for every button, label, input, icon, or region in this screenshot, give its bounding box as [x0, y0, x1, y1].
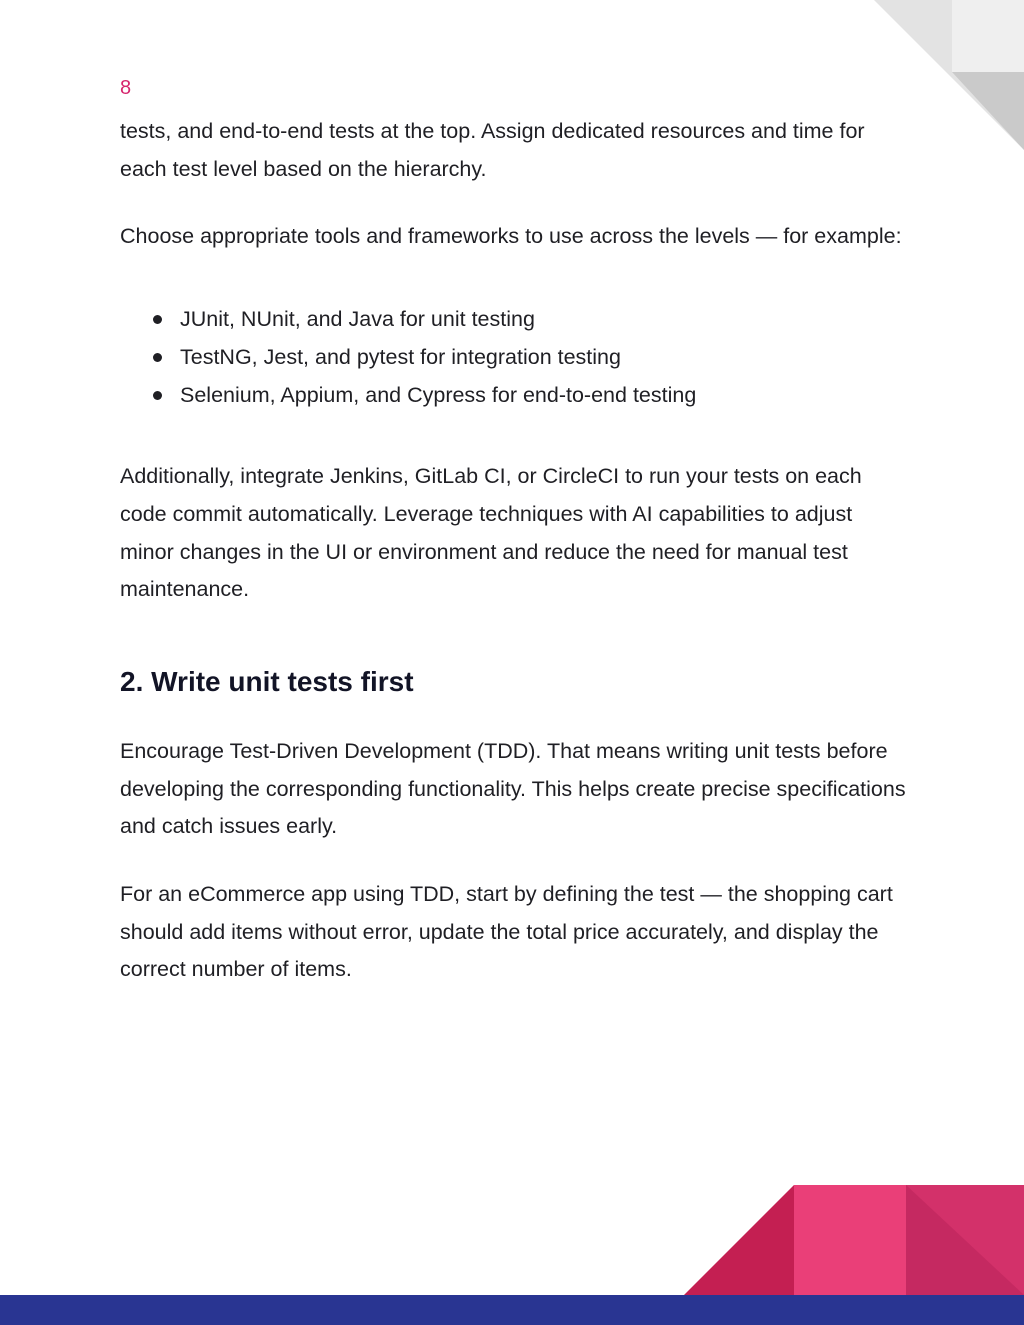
footer-bar: [0, 1295, 1024, 1325]
list-item-text: TestNG, Jest, and pytest for integration testing: [180, 345, 621, 370]
bullet-icon: [153, 315, 162, 324]
tools-list: [120, 300, 910, 414]
list-item-text: JUnit, NUnit, and Java for unit testing: [180, 307, 535, 332]
paragraph-test-hierarchy: tests, and end-to-end tests at the top. Assign dedicated resources and time for each test level based on the hierarchy.: [120, 119, 865, 181]
paragraph-ci-integration: Additionally, integrate Jenkins, GitLab CI, or CircleCI to run your tests on each code commit automatically. Leverage techniques with AI capabilities to adjust minor changes in the UI or environment and reduce the need for manual test maintenance.: [120, 464, 862, 602]
list-item: [120, 376, 910, 414]
list-item: [120, 300, 910, 338]
corner-decoration-bottom: [684, 1185, 1024, 1295]
bullet-icon: [153, 391, 162, 400]
list-item-text: Selenium, Appium, and Cypress for end-to-end testing: [180, 383, 697, 408]
page-number: 8: [120, 77, 132, 99]
document-body: [120, 113, 910, 989]
section-heading: 2. Write unit tests first: [120, 665, 414, 697]
paragraph-ecommerce-example: For an eCommerce app using TDD, start by defining the test — the shopping cart should add items without error, update the total price accurately, and display the correct number of items.: [120, 882, 893, 982]
paragraph-choose-tools: Choose appropriate tools and frameworks to use across the levels — for example:: [120, 224, 902, 249]
paragraph-tdd: Encourage Test-Driven Development (TDD). That means writing unit tests before developing the corresponding functionality. This helps create precise specifications and catch issues early.: [120, 738, 906, 839]
bullet-icon: [153, 353, 162, 362]
list-item: [120, 338, 910, 376]
